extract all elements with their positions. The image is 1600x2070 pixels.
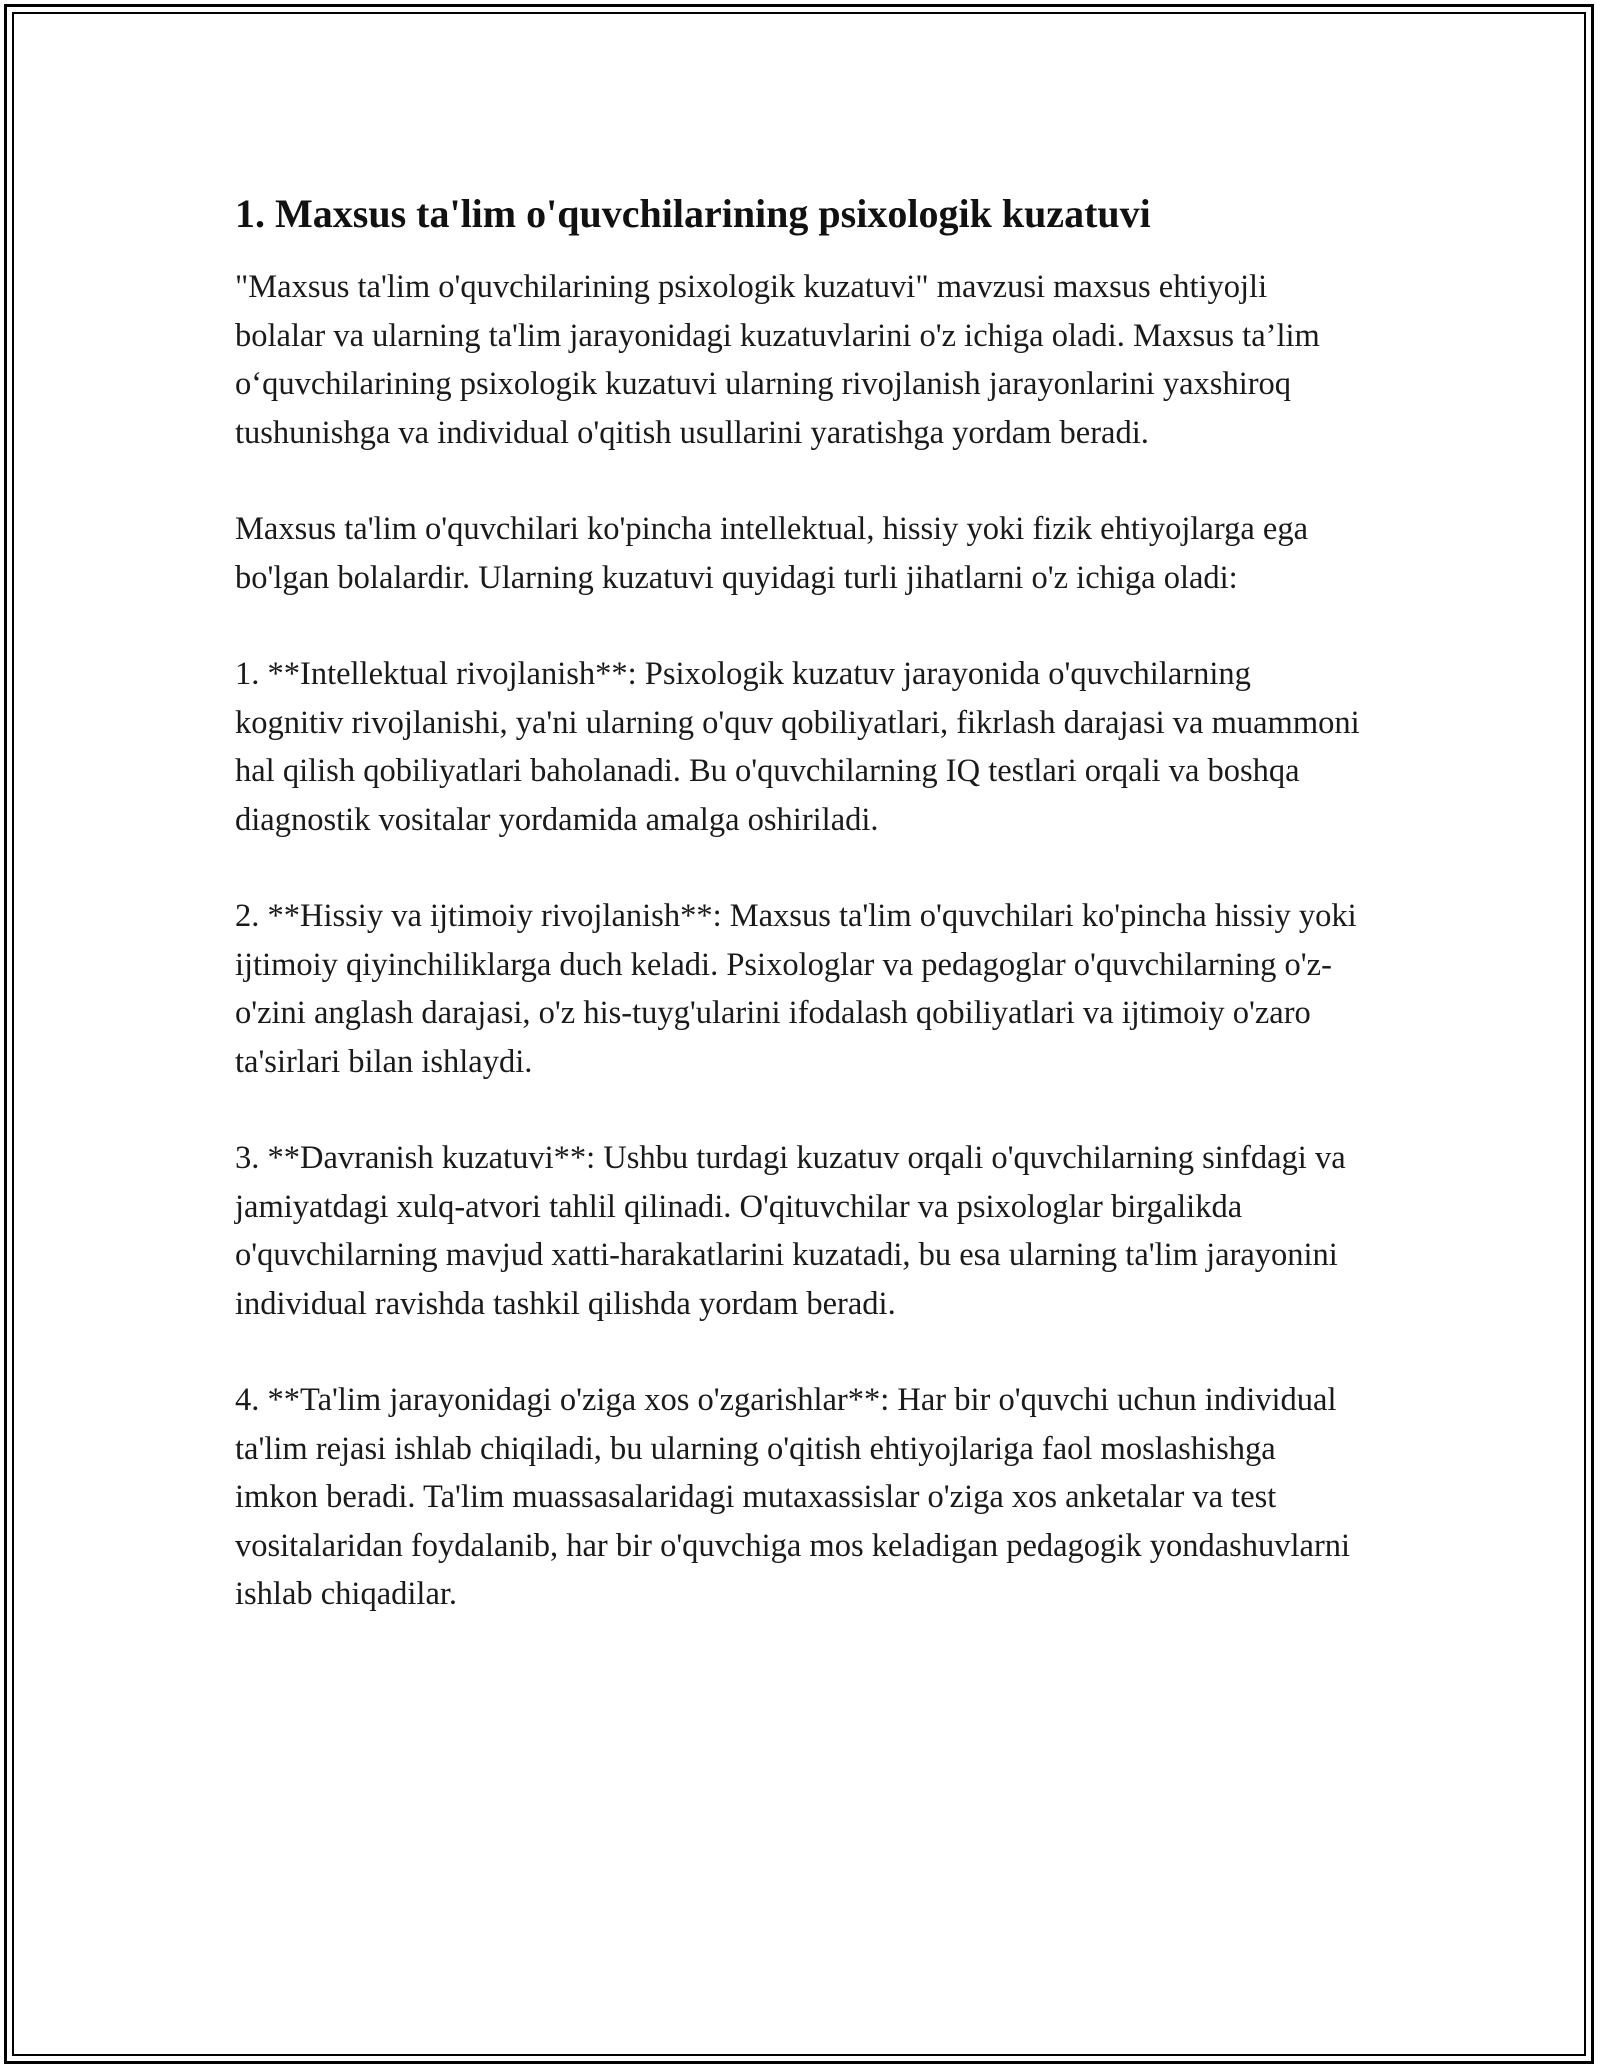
list-item-intellectual: 1. **Intellektual rivojlanish**: Psixologik kuzatuv jarayonida o'quvchilarning kognitiv rivojlanishi, ya'ni ularning o'quv qobiliyatlari, fikrlash darajasi va muammoni hal qilish qobiliyatlari baholanadi. Bu o'quvchilarning IQ testlari orqali va boshqa diagnostik vositalar yordamida amalga oshiriladi. — [235, 656, 1360, 838]
list-item-behavior: 3. **Davranish kuzatuvi**: Ushbu turdagi kuzatuv orqali o'quvchilarning sinfdagi va jamiyatdagi xulq-atvori tahlil qilinadi. O'qituvchilar va psixologlar birgalikda o'quvchilarning mavjud xatti-harakatlarini kuzatadi, bu esa ularning ta'lim jarayonini individual ravishda tashkil qilishda yordam beradi. — [235, 1140, 1346, 1322]
section-heading: 1. Maxsus ta'lim o'quvchilarining psixologik kuzatuvi — [235, 191, 1151, 236]
intro-paragraph: "Maxsus ta'lim o'quvchilarining psixologik kuzatuvi" mavzusi maxsus ehtiyojli bolalar va ularning ta'lim jarayonidagi kuzatuvlarini o'z ichiga oladi. Maxsus ta’lim o‘quvchilarining psixologik kuzatuvi ularning rivojlanish jarayonlarini yaxshiroq tushunishga va individual o'qitish usullarini yaratishga yordam beradi. — [235, 269, 1320, 451]
list-item-learning-changes: 4. **Ta'lim jarayonidagi o'ziga xos o'zgarishlar**: Har bir o'quvchi uchun individual ta'lim rejasi ishlab chiqiladi, bu ularning o'qitish ehtiyojlariga faol moslashishga imkon beradi. Ta'lim muassasalaridagi mutaxassislar o'ziga xos anketalar va test vositalaridan foydalanib, har bir o'quvchiga mos keladigan pedagogik yondashuvlarni ishlab chiqadilar. — [235, 1382, 1351, 1612]
document-body — [235, 185, 1365, 1667]
aspects-intro-paragraph: Maxsus ta'lim o'quvchilari ko'pincha intellektual, hissiy yoki fizik ehtiyojlarga ega bo'lgan bolalardir. Ularning kuzatuvi quyidagi turli jihatlarni o'z ichiga oladi: — [235, 511, 1308, 596]
list-item-emotional-social: 2. **Hissiy va ijtimoiy rivojlanish**: Maxsus ta'lim o'quvchilari ko'pincha hissiy yoki ijtimoiy qiyinchiliklarga duch keladi. Psixologlar va pedagoglar o'quvchilarning o'z-o'zini anglash darajasi, o'z his-tuyg'ularini ifodalash qobiliyatlari va ijtimoiy o'zaro ta'sirlari bilan ishlaydi. — [235, 898, 1357, 1080]
